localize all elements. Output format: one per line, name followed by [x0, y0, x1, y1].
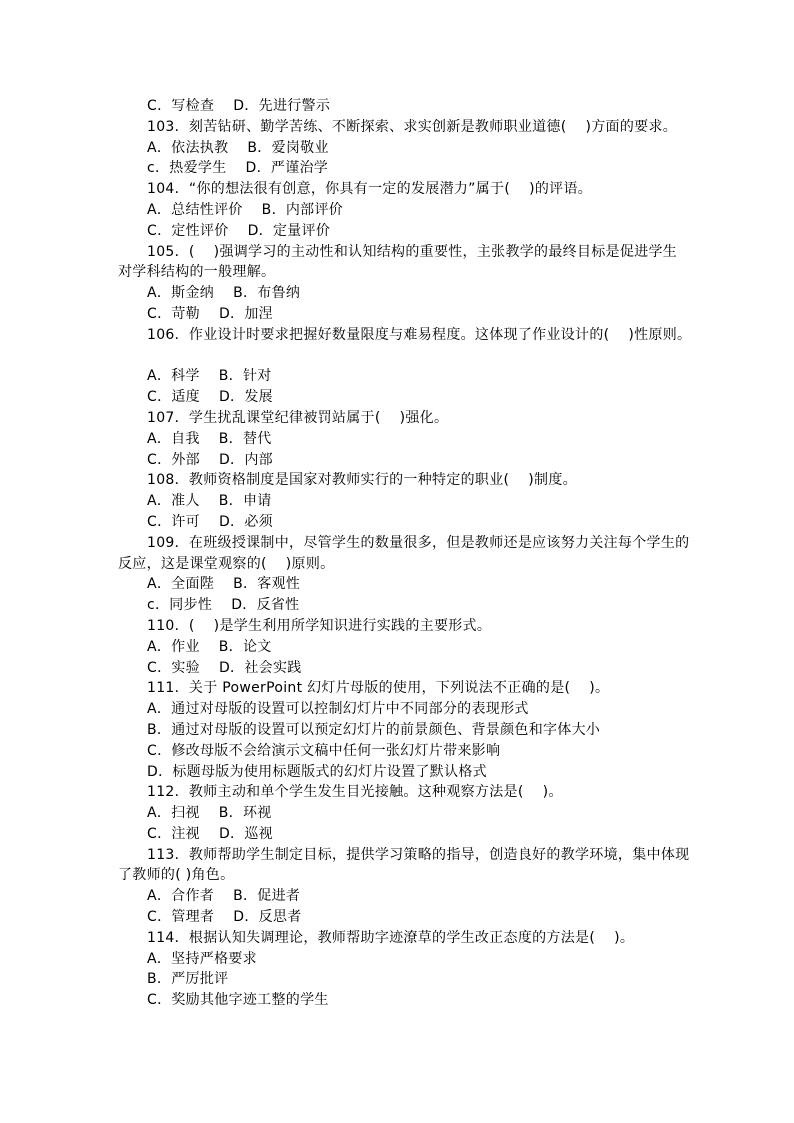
option-line: C．写检查 D．先进行警示: [147, 98, 331, 114]
option-line: C．定性评价 D．定量评价: [147, 222, 331, 239]
option-line: C．奖励其他字迹工整的学生: [147, 992, 329, 1009]
option-line: C．许可 D．必须: [147, 513, 273, 530]
question-103: 103．刻苦钻研、勤学苦练、不断探索、求实创新是教师职业道德( )方面的要求。: [147, 118, 678, 135]
question-106: 106．作业设计时要求把握好数量限度与难易程度。这体现了作业设计的( )性原则。: [147, 326, 692, 343]
option-line: C．注视 D．巡视: [147, 825, 273, 842]
question-107: 107．学生扰乱课堂纪律被罚站属于( )强化。: [147, 409, 449, 426]
option-line: B．通过对母版的设置可以预定幻灯片的前景颜色、背景颜色和字体大小: [147, 721, 601, 738]
option-line: A．全面陛 B．客观性: [147, 576, 301, 593]
option-line: C．适度 D．发展: [147, 389, 273, 406]
option-line: B．严厉批评: [147, 971, 229, 988]
option-line: D．标题母版为使用标题版式的幻灯片设置了默认格式: [147, 763, 487, 780]
question-105-continuation: 对学科结构的一般理解。: [118, 264, 276, 281]
option-line: A．合作者 B．促进者: [147, 888, 301, 905]
option-line: A．通过对母版的设置可以控制幻灯片中不同部分的表现形式: [147, 701, 529, 718]
option-line: A．依法执教 B．爱岗敬业: [147, 139, 329, 156]
option-line: C．管理者 D．反思者: [147, 909, 302, 926]
option-line: A．总结性评价 B．内部评价: [147, 201, 344, 218]
option-line: C．实验 D．社会实践: [147, 659, 302, 676]
option-line: c．同步性 D．反省性: [147, 597, 300, 614]
question-112: 112．教师主动和单个学生发生目光接触。这种观察方法是( )。: [147, 784, 563, 801]
question-104: 104．“你的想法很有创意，你具有一定的发展潜力”属于( )的评语。: [147, 181, 593, 198]
option-line: A．作业 B．论文: [147, 638, 272, 655]
option-line: C．外部 D．内部: [147, 451, 273, 468]
question-113: 113．教师帮助学生制定目标，提供学习策略的指导，创造良好的教学环境，集中体现: [147, 846, 690, 863]
document-page: [118, 96, 692, 1011]
option-line: A．扫视 B．环视: [147, 805, 272, 822]
question-113-continuation: 了教师的( )角色。: [118, 867, 235, 884]
question-109-continuation: 反应，这是课堂观察的( )原则。: [118, 555, 335, 572]
blank-line: [118, 346, 688, 367]
option-line: C．苛勒 D．加涅: [147, 305, 273, 322]
option-line: c．热爱学生 D．严谨治学: [147, 160, 329, 177]
question-105: 105．( )强调学习的主动性和认知结构的重要性，主张教学的最终目标是促进学生: [147, 243, 678, 260]
question-110: 110．( )是学生利用所学知识进行实践的主要形式。: [147, 617, 492, 634]
question-111: 111．关于 PowerPoint 幻灯片母版的使用，下列说法不正确的是( )。: [147, 680, 610, 697]
question-114: 114．根据认知失调理论，教师帮助字迹潦草的学生改正态度的方法是( )。: [147, 929, 635, 946]
option-line: A．坚持严格要求: [147, 950, 257, 967]
question-109: 109．在班级授课制中，尽管学生的数量很多，但是教师还是应该努力关注每个学生的: [147, 534, 690, 551]
option-line: A．科学 B．针对: [147, 368, 272, 385]
question-108: 108．教师资格制度是国家对教师实行的一种特定的职业( )制度。: [147, 472, 577, 489]
option-line: A．准人 B．申请: [147, 493, 272, 510]
option-line: A．自我 B．替代: [147, 430, 272, 447]
option-line: C．修改母版不会给演示文稿中任何一张幻灯片带来影响: [147, 742, 501, 759]
option-line: A．斯金纳 B．布鲁纳: [147, 285, 301, 302]
